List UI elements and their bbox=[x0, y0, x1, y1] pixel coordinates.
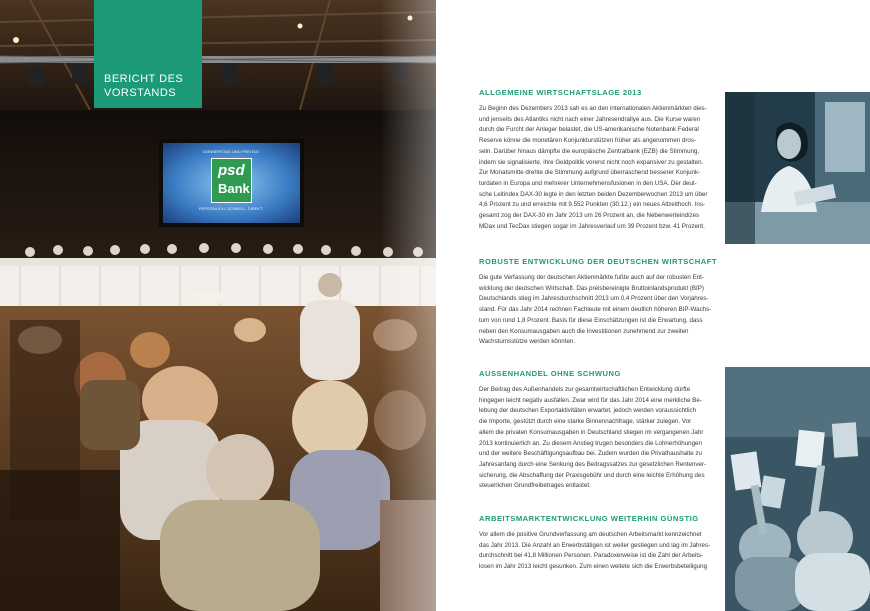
page-title bbox=[104, 72, 183, 100]
section-body: Die gute Verfassung der deutschen Aktienmärkte fußte auch auf der robusten Ent- wicklung der deutschen Wirtschaft. Das preisbereinigte Bruttoinlandsprodukt (BIP) Deutschlands stieg im Jahresdurchschnitt 2013 um 0,4 Prozent über den Vorjahres- stand. Für das Jahr 2014 rechnen Fachleute mit einem deutlich höheren BIP-Wachs- tum von rund 1,8 Prozent. Basis für diese Einschätzungen ist die Erwartung, dass neben den Konsumausgaben auch die Investitionen zunehmend zur zweiten Wachstumsstütze werden könnten. bbox=[479, 274, 712, 346]
section-body: Der Beitrag des Außenhandels zur gesamtwirtschaftlichen Entwicklung dürfte hingegen leicht negativ ausfallen. Zwar wird für das Jahr 2014 eine merkliche Be- lebung der deutschen Exportaktivitäten erwartet, jedoch werden voraussichtlich die Importe, gestützt durch eine starke Binnennachfrage, stärker zulegen. Vor allem die privaten Konsumausgaben in Deutschland stiegen im vergangenen Jahr 2013 kontinuierlich an. Zu diesem Anstieg trugen besonders die Lohnerhöhungen und der weitere Beschäftigungsaufbau bei. Zudem wurden die Privathaushalte zu Jahresanfang durch eine Senkung des Beitragssatzes zur gesetzlichen Rentenver- sicherung, die Abschaffung der Praxisgebühr und durch eine leichte Erhöhung des steuerlichen Grundfreibetrages entlastet. bbox=[479, 386, 707, 490]
logo-text-bank: Bank bbox=[218, 181, 250, 196]
section-body: Vor allem die positive Grundverfassung am deutschen Arbeitsmarkt kennzeichnet das Jahr 2013. Die Anzahl an Erwerbstätigen ist weiter gestiegen und lag im Jahres- durchschnitt bei 41,8 Millionen Personen. Paradoxerweise ist die Zahl der Arbeits- losen im Jahr 2013 leicht gesunken. Zum einen weitete sich die Erwerbsbeteiligung bbox=[479, 531, 711, 571]
section-heading: ALLGEMEINE WIRTSCHAFTSLAGE 2013 bbox=[479, 88, 642, 97]
psd-bank-logo bbox=[211, 158, 252, 203]
section-body: Zu Beginn des Dezembers 2013 sah es an den internationalen Aktienmärkten dies- und jenseits des Atlantiks nicht nach einer Jahresendrallye aus. Die Kurse waren durch die Furcht der Anleger belastet, die US-amerikanische Notenbank Federal Reserve könne die monetären Konjunkturstützen früher als angenommen dros- seln. Darüber hinaus dämpfte die europäische Zentralbank (EZB) die Stimmung, indem sie signalisierte, ihre Geldpolitik vorerst nicht noch expansiver zu gestalten. Zur Monatsmitte drehte die Stimmung aufgrund überraschend besserer Konjunk- turdaten in Europa und mehrerer Unternehmensfusionen in den USA. Der deut- sche Leitindex DAX-30 legte in den letzten beiden Dezemberwochen 2013 um über 4,6 Prozent zu und erreichte mit 9.552 Punkten (30.12.) ein neues Allzeithoch. Ins- gesamt zog der DAX-30 im Jahr 2013 um 26 Prozent an, die Nebenwerteindizes MDax und TecDax stiegen sogar im Jahresverlauf um 39 Prozent bzw. 41 Prozent. bbox=[479, 105, 708, 230]
logo-text-psd: psd bbox=[218, 162, 245, 179]
report-title-box bbox=[94, 0, 202, 108]
section-aussenhandel bbox=[479, 369, 706, 492]
text-page bbox=[436, 0, 870, 611]
raised-voting-cards-illustration bbox=[725, 367, 870, 611]
voting-photo bbox=[725, 367, 870, 611]
screen-header-text: DONNERSTAG UND FREITAG bbox=[203, 149, 259, 154]
section-wirtschaftslage bbox=[479, 88, 707, 232]
page-title-line1: BERICHT DES bbox=[104, 73, 184, 85]
woman-at-desk-illustration bbox=[725, 92, 870, 244]
screen-caption: PERSÖNLICH, SCHNELL, DIREKT. bbox=[198, 206, 264, 211]
section-robuste-entwicklung bbox=[479, 257, 717, 348]
page-title-line2: VORSTANDS bbox=[104, 87, 177, 99]
section-heading: AUSSENHANDEL OHNE SCHWUNG bbox=[479, 369, 621, 378]
section-heading: ARBEITSMARKTENTWICKLUNG WEITERHIN GÜNSTIG bbox=[479, 514, 699, 523]
office-photo bbox=[725, 92, 870, 244]
section-heading: ROBUSTE ENTWICKLUNG DER DEUTSCHEN WIRTSCHAFT bbox=[479, 257, 717, 266]
section-arbeitsmarkt bbox=[479, 514, 710, 573]
